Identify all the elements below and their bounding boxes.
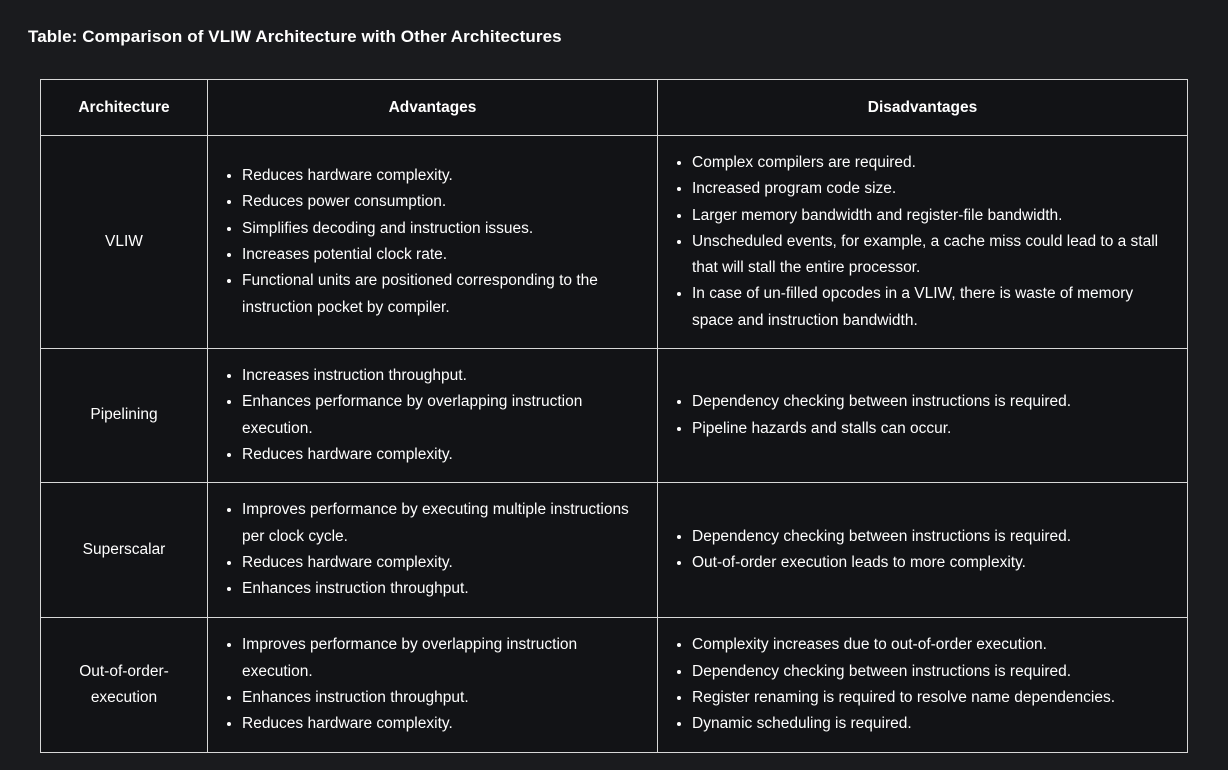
advantages-list [222,363,645,468]
column-header-architecture: Architecture [41,80,208,136]
list-item: • Reduces hardware complexity. [242,163,645,189]
list-item: • Enhances performance by overlapping instruction execution. [242,389,645,442]
list-item: • Increased program code size. [692,176,1175,202]
page-title: Table: Comparison of VLIW Architecture with Other Architectures [28,27,562,46]
disadvantages-list [672,150,1175,334]
list-item: • Dependency checking between instructions is required. [692,524,1175,550]
list-item: • Dependency checking between instructions is required. [692,389,1175,415]
architecture-cell: Out-of-order-execution [41,618,208,753]
column-header-advantages: Advantages [208,80,658,136]
advantages-cell [208,136,658,349]
list-item: • Dynamic scheduling is required. [692,711,1175,737]
list-item: • Reduces power consumption. [242,189,645,215]
list-item: • Pipeline hazards and stalls can occur. [692,416,1175,442]
list-item: • Improves performance by overlapping instruction execution. [242,632,645,685]
disadvantages-list [672,389,1175,442]
disadvantages-cell [658,483,1188,618]
header-row [41,80,1188,136]
advantages-cell [208,483,658,618]
architecture-cell: VLIW [41,136,208,349]
list-item: • Functional units are positioned corresponding to the instruction pocket by compiler. [242,268,645,321]
list-item: • Dependency checking between instructions is required. [692,659,1175,685]
list-item: • Reduces hardware complexity. [242,550,645,576]
list-item: • Improves performance by executing multiple instructions per clock cycle. [242,497,645,550]
list-item: • In case of un-filled opcodes in a VLIW, there is waste of memory space and instruction bandwidth. [692,281,1175,334]
list-item: • Reduces hardware complexity. [242,711,645,737]
architecture-cell: Pipelining [41,349,208,483]
table-row [41,136,1188,349]
advantages-cell [208,349,658,483]
list-item: • Increases instruction throughput. [242,363,645,389]
table-row [41,349,1188,483]
list-item: • Complexity increases due to out-of-order execution. [692,632,1175,658]
list-item: • Larger memory bandwidth and register-file bandwidth. [692,203,1175,229]
list-item: • Register renaming is required to resolve name dependencies. [692,685,1175,711]
list-item: • Enhances instruction throughput. [242,576,645,602]
list-item: • Unscheduled events, for example, a cache miss could lead to a stall that will stall the entire processor. [692,229,1175,282]
comparison-table [40,79,1188,753]
table-row [41,618,1188,753]
disadvantages-cell [658,136,1188,349]
list-item: • Out-of-order execution leads to more complexity. [692,550,1175,576]
advantages-list [222,632,645,737]
architecture-cell: Superscalar [41,483,208,618]
list-item: • Simplifies decoding and instruction issues. [242,216,645,242]
disadvantages-list [672,524,1175,577]
list-item: • Reduces hardware complexity. [242,442,645,468]
disadvantages-list [672,632,1175,737]
disadvantages-cell [658,349,1188,483]
disadvantages-cell [658,618,1188,753]
column-header-disadvantages: Disadvantages [658,80,1188,136]
advantages-list [222,497,645,602]
table-header [41,80,1188,136]
list-item: • Enhances instruction throughput. [242,685,645,711]
list-item: • Increases potential clock rate. [242,242,645,268]
advantages-list [222,163,645,321]
table-body [41,136,1188,753]
list-item: • Complex compilers are required. [692,150,1175,176]
table-row [41,483,1188,618]
advantages-cell [208,618,658,753]
